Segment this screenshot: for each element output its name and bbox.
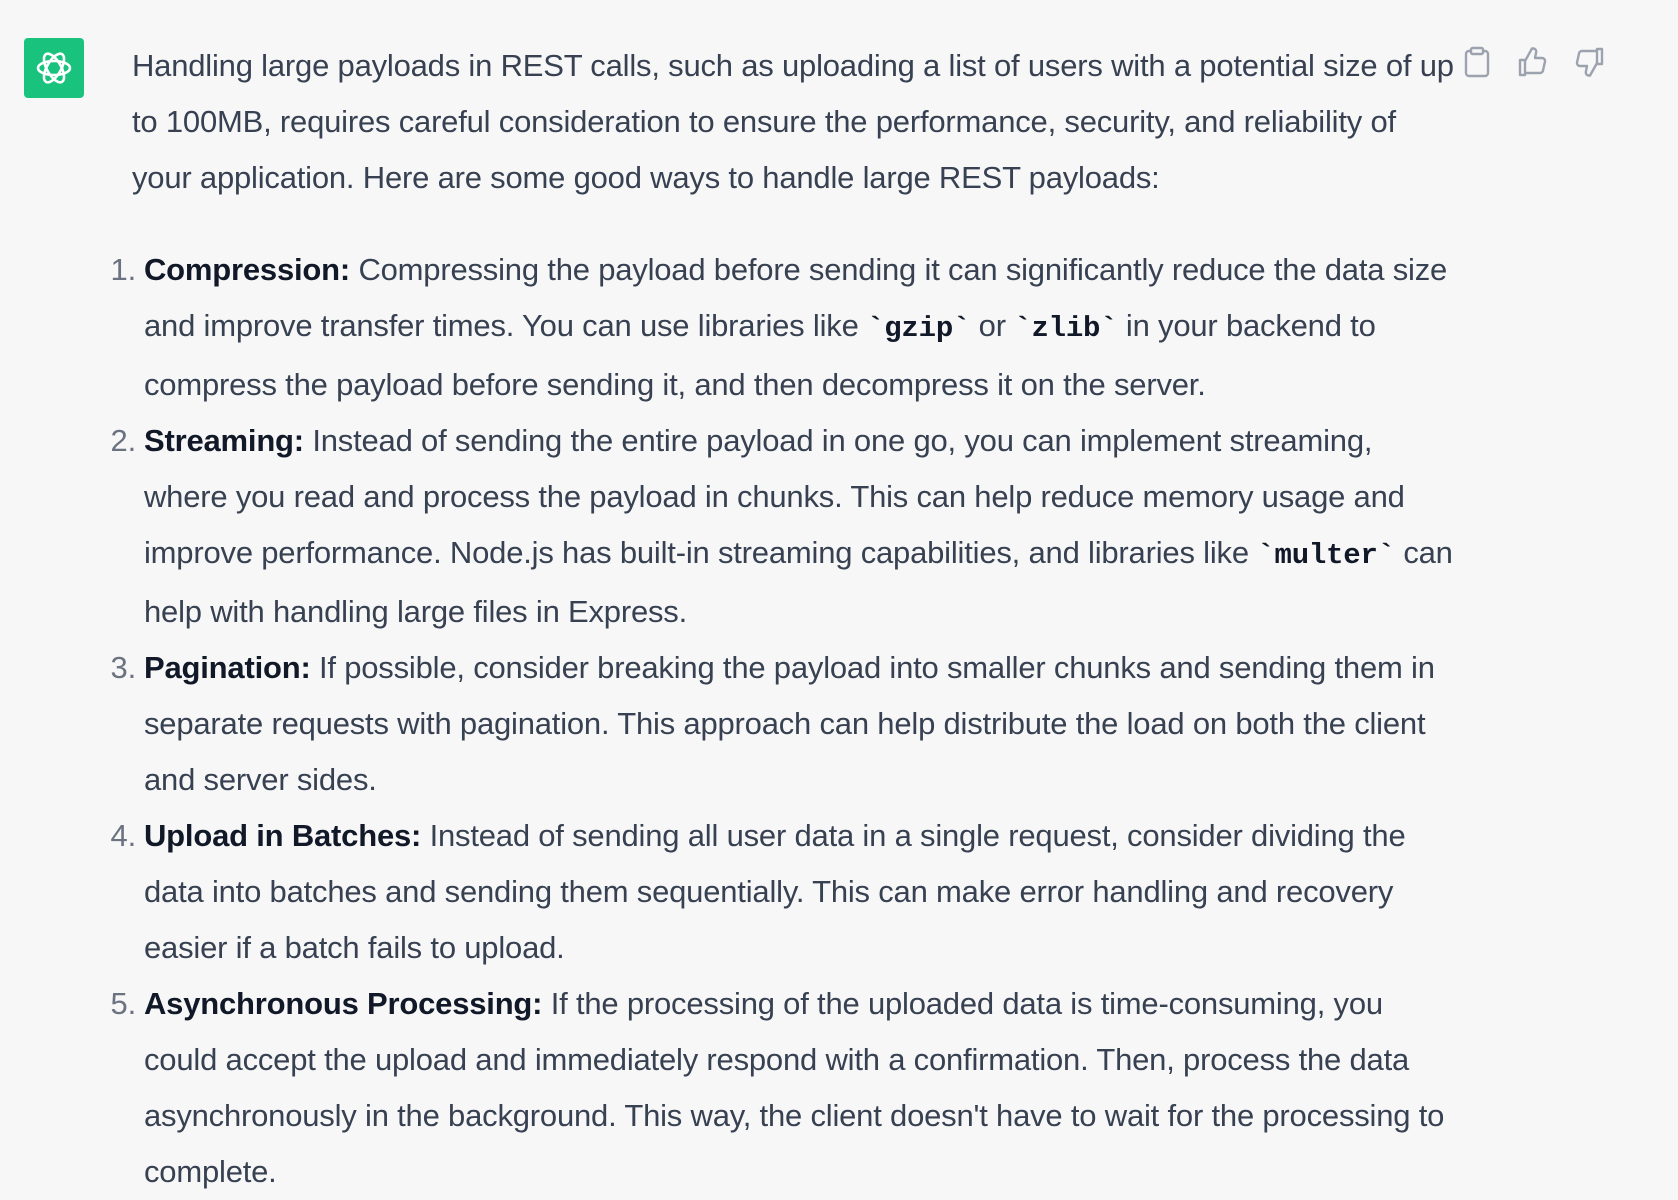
openai-logo-icon [33,47,75,89]
list-text: Compressing the payload before sending it can significantly reduce the data size and improve transfer times. You can use libraries like [144,252,1448,343]
inline-code: `zlib` [1014,312,1118,345]
list-text: Instead of sending all user data in a single request, consider dividing the data into batches and sending them sequentially. This can make error handling and recovery easier if a batch fails to upload. [144,818,1406,965]
list-number: 5. [110,986,136,1021]
assistant-message [110,38,1462,1200]
clipboard-icon [1463,46,1491,78]
list-term: Asynchronous Processing: [144,986,543,1021]
intro-paragraph: Handling large payloads in REST calls, such as uploading a list of users with a potential size of up to 100MB, requires careful consideration to ensure the performance, security, and reliability of your application. Here are some good ways to handle large REST payloads: [132,48,1454,195]
list-text: If possible, consider breaking the payload into smaller chunks and sending them in separate requests with pagination. This approach can help distribute the load on both the client and server sides. [144,650,1435,797]
list-term: Compression: [144,252,351,287]
thumbs-up-button[interactable] [1516,44,1550,80]
thumbs-down-icon [1573,46,1605,78]
list-text: or [970,308,1015,343]
list-text: in your backend to compress the payload before sending it, and then decompress it on the server. [144,308,1376,402]
tips-list [110,242,1462,1200]
list-number: 3. [110,650,136,685]
list-text: If the processing of the uploaded data is time-consuming, you could accept the upload and immediately respond with a confirmation. Then, process the data asynchronously in the background. This way, the client doesn't have to wait for the processing to complete. [144,986,1445,1189]
thumbs-up-icon [1517,46,1549,78]
list-item [110,640,1462,808]
list-term: Streaming: [144,423,304,458]
list-item [110,808,1462,976]
copy-button[interactable] [1460,44,1494,80]
list-item [110,413,1462,640]
list-term: Upload in Batches: [144,818,422,853]
message-actions [1460,44,1606,80]
list-item [110,976,1462,1200]
list-number: 4. [110,818,136,853]
assistant-avatar [24,38,84,98]
thumbs-down-button[interactable] [1572,44,1606,80]
list-number: 1. [110,252,136,287]
inline-code: `multer` [1257,539,1395,572]
list-term: Pagination: [144,650,311,685]
inline-code: `gzip` [867,312,971,345]
list-text: can help with handling large files in Express. [144,535,1453,629]
list-text: Instead of sending the entire payload in one go, you can implement streaming, where you read and process the payload in chunks. This can help reduce memory usage and improve performance. Node.js has built-in streaming capabilities, and libraries like [144,423,1405,570]
list-item [110,242,1462,413]
list-number: 2. [110,423,136,458]
